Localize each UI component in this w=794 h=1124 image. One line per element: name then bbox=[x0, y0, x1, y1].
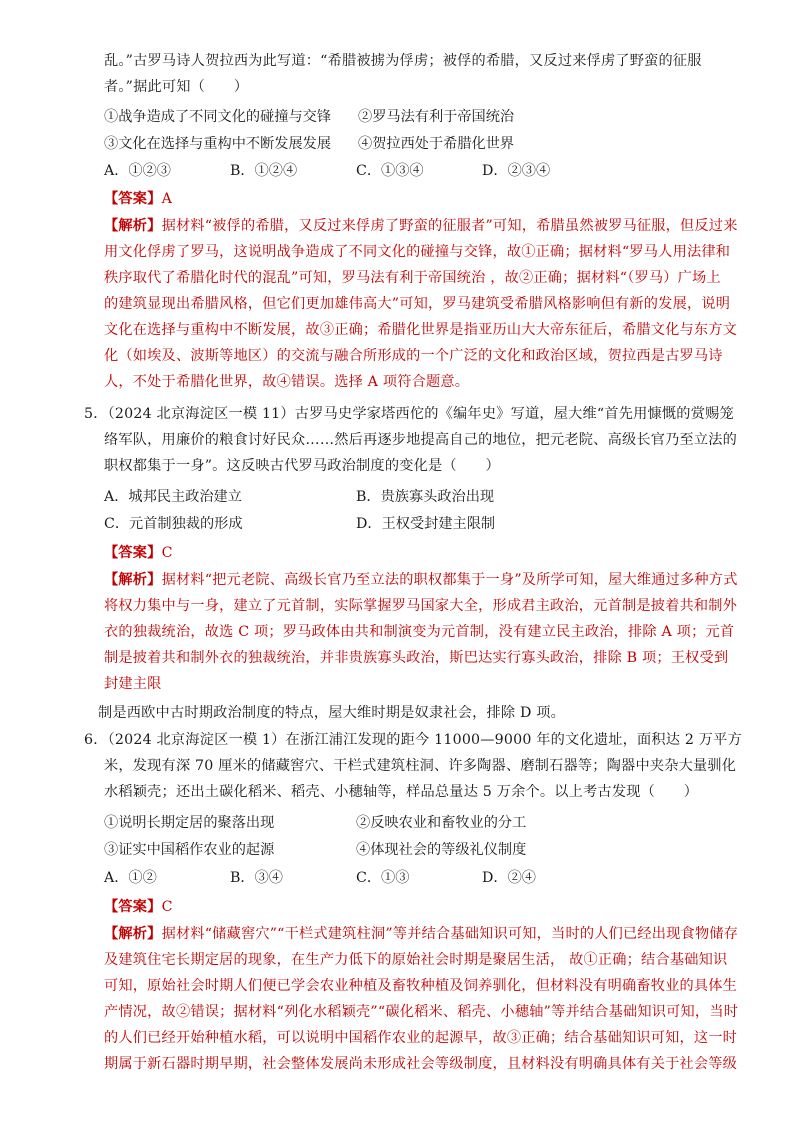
q6-analysis-line-4: 产情况，故②错误；据材料“列化水稻颖壳”“碳化稻米、稻壳、小穗轴”等并结合基础知识可知，当时 bbox=[104, 1004, 739, 1020]
q5-answer-value: C bbox=[161, 545, 173, 561]
q4-analysis-line-4: 的建筑显现出希腊风格，但它们更加雄伟高大”可知，罗马建筑受希腊风格影响但有新的发展，说明 bbox=[104, 296, 731, 312]
q4-choice-c: C．①③④ bbox=[356, 163, 424, 179]
q4-answer bbox=[104, 189, 172, 209]
q5-choice-c: C．元首制独裁的形成 bbox=[104, 516, 243, 532]
q5-stem-line-2: 络军队，用廉价的粮食讨好民众……然后再逐步地提高自己的地位，把元老院、高级长官乃至立法的 bbox=[104, 432, 738, 448]
q4-item-1: ①战争造成了不同文化的碰撞与交锋 bbox=[104, 109, 332, 125]
q6-stem-line-2: 米，发现有深 70 厘米的储藏窖穴、干栏式建筑柱洞、许多陶器、磨制石器等；陶器中夹杂大量驯化 bbox=[104, 758, 737, 774]
q6-analysis-line-6: 期属于新石器时期早期，社会整体发展尚未形成社会等级制度，且材料没有明确具体有关于社会等级 bbox=[104, 1056, 738, 1072]
q4-analysis-line-5: 文化在选择与重构中不断发展，故③正确；希腊化世界是指亚历山大大帝东征后，希腊文化与东方文 bbox=[104, 322, 738, 338]
q6-choice-c: C．①③ bbox=[356, 870, 410, 886]
q4-analysis-line-7: 人，不处于希腊化世界，故④错误。选择 A 项符合题意。 bbox=[104, 374, 470, 390]
q6-analysis-label: 【解析】 bbox=[104, 926, 162, 942]
q5-analysis-label: 【解析】 bbox=[104, 572, 162, 588]
q6-item-4: ④体现社会的等级礼仪制度 bbox=[356, 842, 527, 858]
q4-answer-value: A bbox=[161, 191, 173, 207]
q6-choice-b: B．③④ bbox=[230, 870, 283, 886]
q6-stem-line-1: 6．（2024 北京海淀区一模 1）在浙江浦江发现的距今 11000—9000 年的文化遗址，面积达 2 万平方 bbox=[84, 732, 742, 748]
q5-analysis-line-4: 制是披着共和制外衣的独裁统治，并非贵族寡头政治，斯巴达实行寡头政治，排除 B 项；王权受到 bbox=[104, 650, 729, 666]
q4-stem-line-1: 乱。”古罗马诗人贺拉西为此写道：“希腊被掳为俘虏；被俘的希腊，又反过来俘虏了野蛮的征服 bbox=[104, 53, 702, 69]
q4-item-3: ③文化在选择与重构中不断发展发展 bbox=[104, 136, 332, 152]
q4-item-2: ②罗马法有利于帝国统治 bbox=[358, 109, 515, 125]
q6-choice-a: A．①② bbox=[104, 870, 157, 886]
q4-analysis-line-3: 秩序取代了希腊化时代的混乱”可知，罗马法有利于帝国统治 ，故②正确；据材料“（罗马）广场上 bbox=[104, 270, 721, 286]
q6-choice-d: D．②④ bbox=[482, 870, 536, 886]
q6-answer-value: C bbox=[161, 899, 173, 915]
q5-analysis-line-3: 衣的独裁统治，故选 C 项；罗马政体由共和制演变为元首制，没有建立民主政治，排除 A 项；元首 bbox=[104, 624, 735, 640]
q5-analysis-tail: 制是西欧中古时期政治制度的特点，屋大维时期是奴隶社会，排除 D 项。 bbox=[98, 705, 566, 721]
q6-analysis-line-2: 及建筑住宅长期定居的现象，在生产力低下的原始社会时期是聚居生活， 故①正确；结合基础知识 bbox=[104, 952, 728, 968]
q4-analysis-label: 【解析】 bbox=[104, 218, 162, 234]
q6-answer bbox=[104, 897, 173, 917]
q6-item-3: ③证实中国稻作农业的起源 bbox=[104, 842, 275, 858]
q5-analysis-line-1: 【解析】据材料“把元老院、高级长官乃至立法的职权都集于一身”及所学可知，屋大维通过多种方式 bbox=[104, 572, 738, 588]
q5-stem-line-3: 职权都集于一身”。这反映古代罗马政治制度的变化是（ ） bbox=[104, 458, 500, 474]
q5-stem-line-1: 5．（2024 北京海淀区一模 11）古罗马史学家塔西佗的《编年史》写道，屋大维“首先用慷慨的赏赐笼 bbox=[84, 406, 734, 422]
q4-choice-d: D．②③④ bbox=[482, 163, 551, 179]
q4-item-4: ④贺拉西处于希腊化世界 bbox=[358, 136, 515, 152]
q4-answer-label: 【答案】 bbox=[104, 191, 162, 207]
q4-stem-line-2: 者。”据此可知（ ） bbox=[104, 79, 249, 95]
q4-analysis-line-6: 化（如埃及、波斯等地区）的交流与融合所形成的一个广泛的文化和政治区域，贺拉西是古罗马诗 bbox=[104, 348, 723, 364]
q6-item-1: ①说明长期定居的聚落出现 bbox=[104, 815, 275, 831]
q5-choice-b: B．贵族寡头政治出现 bbox=[356, 489, 495, 505]
q5-choice-a: A．城邦民主政治建立 bbox=[104, 489, 242, 505]
q4-analysis-line-2: 用文化俘虏了罗马，这说明战争造成了不同文化的碰撞与交锋，故①正确；据材料“罗马人用法律和 bbox=[104, 244, 731, 260]
q5-choice-d: D．王权受封建主限制 bbox=[356, 516, 496, 532]
q6-stem-line-3: 水稻颖壳；还出土碳化稻米、稻壳、小穗轴等，样品总量达 5 万余个。以上考古发现（ ） bbox=[104, 784, 699, 800]
q6-item-2: ②反映农业和畜牧业的分工 bbox=[356, 815, 527, 831]
q5-analysis-line-2: 将权力集中与一身，建立了元首制，实际掌握罗马国家大全，形成君主政治，元首制是披着共和制外 bbox=[104, 598, 738, 614]
q5-analysis-line-5: 封建主限 bbox=[104, 676, 162, 692]
q6-analysis-line-1: 【解析】据材料“储藏窖穴”“干栏式建筑柱洞”等并结合基础知识可知，当时的人们已经出现食物储存 bbox=[104, 926, 739, 942]
q4-analysis-line-1: 【解析】据材料“被俘的希腊，又反过来俘虏了野蛮的征服者”可知，希腊虽然被罗马征服，但反过来 bbox=[104, 218, 738, 234]
q6-analysis-line-5: 的人们已经开始种植水稻，可以说明中国稻作农业的起源早，故③正确；结合基础知识可知，这一时 bbox=[104, 1030, 738, 1046]
q5-answer-label: 【答案】 bbox=[104, 545, 162, 561]
q4-choice-b: B．①②④ bbox=[230, 163, 298, 179]
q6-analysis-line-3: 可知，原始社会时期人们便已学会农业种植及畜牧种植及饲养驯化，但材料没有明确畜牧业的具体生 bbox=[104, 978, 738, 994]
q4-choice-a: A．①②③ bbox=[104, 163, 171, 179]
q5-answer bbox=[104, 543, 173, 563]
q6-answer-label: 【答案】 bbox=[104, 899, 162, 915]
